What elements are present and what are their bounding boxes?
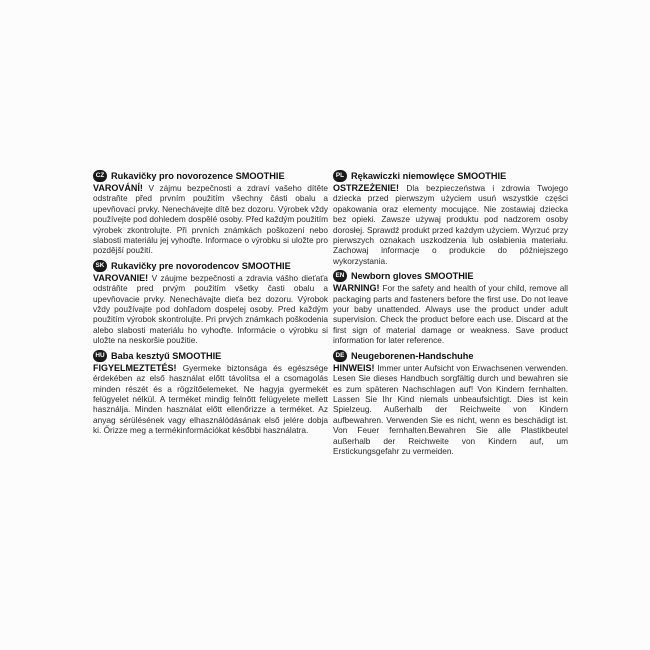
warning-text: V zájmu bezpečnosti a zdraví vašeho dítěte odstraňte před prvním použitím všechny části obalu a upevňovací prvky. Nenechávejte dítě bez dozoru. Výrobek vždy používejte pod dohledem dospělé osoby. Před každým použitím výrobek zkontrolujte. Při prvních známkách poškození nebo slabosti materiálu jej vyhoďte. Informace o výrobku si uložte pro pozdější použití. [93,183,328,256]
section-title: Baba kesztyű SMOOTHIE [111,350,222,361]
section-title: Neugeborenen-Handschuhe [351,350,474,361]
section-hu [93,350,328,436]
language-badge-en: EN [333,270,347,282]
warning-label: WARNING! [333,283,383,294]
section-title: Rękawiczki niemowlęce SMOOTHIE [351,171,507,181]
section-heading [333,170,568,182]
warning-text: For the safety and health of your child, remove all packaging parts and fasteners before the first use. Do not leave your baby unattended. Always use the product under adult supervision. Check the product before each use. Discard at the first sign of material damage or weakness. Save product information for later reference. [333,283,568,346]
section-body [93,363,328,436]
section-pl [333,170,568,266]
section-body [93,183,328,256]
language-badge-cz: CZ [93,170,107,182]
section-sk [93,260,328,346]
language-badge-pl: PL [333,170,347,182]
section-body [333,283,568,345]
section-body [333,183,568,266]
section-cz [93,170,328,256]
section-heading [333,270,568,282]
left-column [93,170,328,440]
warning-label: HINWEIS! [333,362,378,373]
section-title: Rukavičky pro novorozence SMOOTHIE [111,171,285,181]
language-badge-sk: SK [93,260,107,272]
section-body [333,363,568,457]
section-heading [93,350,328,362]
warning-text: Dla bezpieczeństwa i zdrowia Twojego dziecka przed pierwszym użyciem usuń wszystkie części opakowania oraz elementy mocujące. Nie zostawiaj dziecka bez opieki. Zawsze używaj produktu pod nadzorem osoby dorosłej. Sprawdź produkt przed każdym użyciem. Wyrzuć przy pierwszych oznakach uszkodzenia lub osłabienia materiału. Zachowaj informacje o produkcie do późniejszego wykorzystania. [333,183,568,266]
warning-text: Gyermeke biztonsága és egészsége érdekében az első használat előtt távolítsa el a csomagolás minden részét és a rögzítőelemeket. Ne hagyja gyermekét felügyelet nélkül. A terméket mindig felnőtt felügyelete mellett használja. Minden használat előtt ellenőrizze a terméket. Az anyag sérülésének vagy elhasználódásának első jelére dobja ki. Őrizze meg a termékinformációkat későbbi használatra. [93,362,328,436]
section-title: Newborn gloves SMOOTHIE [351,271,474,282]
warning-label: OSTRZEŻENIE! [333,183,407,193]
section-title: Rukavičky pre novorodencov SMOOTHIE [111,260,291,271]
right-column [333,170,568,460]
warning-label: FIGYELMEZTETÉS! [93,362,183,373]
warning-label: VAROVANIE! [93,272,152,283]
section-body [93,273,328,346]
section-de [333,350,568,457]
warning-label: VAROVÁNÍ! [93,183,149,193]
language-badge-de: DE [333,350,347,362]
section-heading [93,170,328,182]
warning-text: V záujme bezpečnosti a zdravia vášho dieťaťa odstráňte pred prvým použitím všetky časti obalu a upevňovacie prvky. Nenechávajte dieťa bez dozoru. Výrobok vždy používajte pod dohľadom dospelej osoby. Pred každým použitím výrobok skontrolujte. Pri prvých známkach poškodenia alebo slabosti materiálu ho vyhoďte. Informácie o výrobku si uložte na neskoršie použitie. [93,272,328,346]
section-heading [333,350,568,362]
language-badge-hu: HU [93,350,107,362]
section-heading [93,260,328,272]
warning-text: Immer unter Aufsicht von Erwachsenen verwenden. Lesen Sie dieses Handbuch sorgfältig durch und bewahren sie es zum späteren Nachschlagen auf! Von Kindern fernhalten. Lassen Sie Ihr Kind niemals unbeaufsichtigt. Dies ist kein Spielzeug. Außerhalb der Reichweite von Kindern aufbewahren. Verwenden Sie es nicht, wenn es beschädigt ist. Von Feuer fernhalten.Bewahren Sie alle Plastikbeutel außerhalb der Reichweite von Kindern auf, um Erstickungsgefahr zu vermeiden. [333,362,569,456]
section-en [333,270,568,345]
